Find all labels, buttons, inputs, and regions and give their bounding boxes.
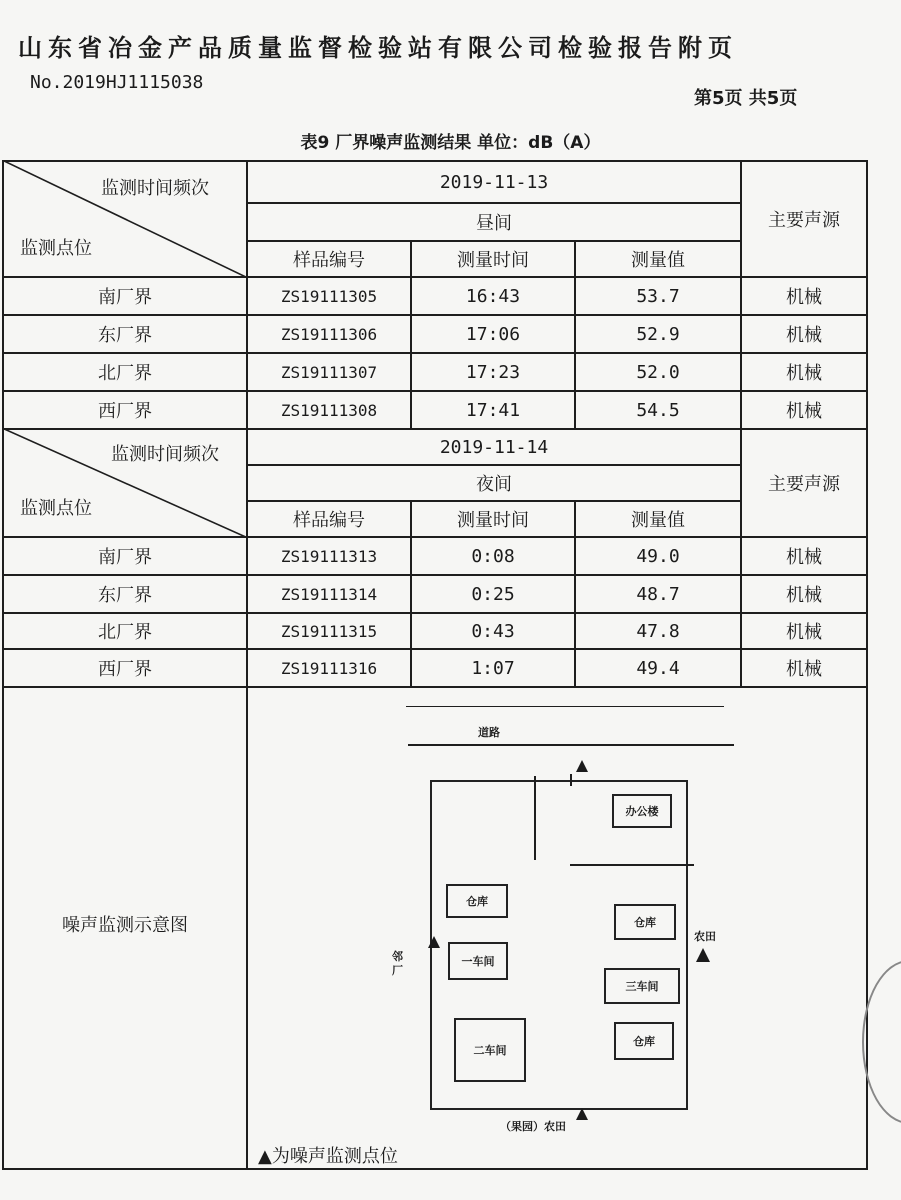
warehouse-left: 仓库 xyxy=(446,884,508,918)
col-time-header: 测量时间 xyxy=(457,250,529,271)
location-cell: 北厂界 xyxy=(98,622,152,643)
source-cell: 机械 xyxy=(786,547,822,568)
value-cell: 53.7 xyxy=(636,285,680,307)
value-cell: 54.5 xyxy=(636,399,680,421)
source-cell: 机械 xyxy=(786,287,822,308)
location-cell: 南厂界 xyxy=(98,547,152,568)
warehouse-right-bottom: 仓库 xyxy=(614,1022,674,1060)
col-time-header: 测量时间 xyxy=(457,510,529,531)
header-time-frequency: 监测时间频次 xyxy=(101,178,209,199)
source-cell: 机械 xyxy=(786,363,822,384)
location-cell: 东厂界 xyxy=(98,325,152,346)
time-cell: 0:25 xyxy=(471,583,515,605)
diagram-legend: ▲为噪声监测点位 xyxy=(258,1146,398,1167)
road-line xyxy=(408,744,734,746)
header-time-frequency: 监测时间频次 xyxy=(111,444,219,465)
value-cell: 49.0 xyxy=(636,545,680,567)
sample-cell: ZS19111315 xyxy=(280,621,378,641)
time-cell: 16:43 xyxy=(465,285,521,307)
page-info: 第5页 共5页 xyxy=(694,88,798,109)
road-label: 道路 xyxy=(478,726,500,739)
table-caption: 表9 厂界噪声监测结果 单位：dB（A） xyxy=(300,133,601,153)
night-period: 夜间 xyxy=(476,474,512,495)
source-cell: 机械 xyxy=(786,659,822,680)
time-cell: 17:06 xyxy=(465,323,521,345)
source-cell: 机械 xyxy=(786,325,822,346)
gate-line xyxy=(570,774,572,786)
sample-cell: ZS19111308 xyxy=(280,400,378,420)
report-title: 山东省冶金产品质量监督检验站有限公司检验报告附页 xyxy=(18,34,738,62)
office-building: 办公楼 xyxy=(612,794,672,828)
source-cell: 机械 xyxy=(786,401,822,422)
workshop-1: 一车间 xyxy=(448,942,508,980)
time-cell: 0:08 xyxy=(471,545,515,567)
source-cell: 机械 xyxy=(786,622,822,643)
sample-cell: ZS19111316 xyxy=(280,658,378,678)
value-cell: 52.9 xyxy=(636,323,680,345)
monitoring-point-icon xyxy=(576,760,588,772)
time-cell: 17:23 xyxy=(465,361,521,383)
monitoring-point-icon xyxy=(696,948,710,962)
time-cell: 17:41 xyxy=(465,399,521,421)
day-date: 2019-11-13 xyxy=(439,171,549,193)
report-number: No.2019HJ1115038 xyxy=(30,72,204,93)
workshop-2: 二车间 xyxy=(454,1018,526,1082)
warehouse-right-top: 仓库 xyxy=(614,904,676,940)
col-source-header: 主要声源 xyxy=(768,474,840,495)
sample-cell: ZS19111305 xyxy=(280,286,378,306)
h-line xyxy=(2,686,868,688)
diagram-label: 噪声监测示意图 xyxy=(62,915,188,936)
value-cell: 47.8 xyxy=(636,620,680,642)
monitoring-point-icon xyxy=(428,936,440,948)
header-location: 监测点位 xyxy=(20,238,92,259)
road-line xyxy=(406,706,724,707)
value-cell: 48.7 xyxy=(636,583,680,605)
col-value-header: 测量值 xyxy=(631,250,685,271)
location-cell: 北厂界 xyxy=(98,363,152,384)
sample-cell: ZS19111313 xyxy=(280,546,378,566)
col-sample-header: 样品编号 xyxy=(293,510,365,531)
location-cell: 南厂界 xyxy=(98,287,152,308)
inner-wall-line xyxy=(570,864,694,866)
location-cell: 西厂界 xyxy=(98,401,152,422)
value-cell: 49.4 xyxy=(636,657,680,679)
neighbor-factory-label: 邻厂 xyxy=(392,950,403,977)
time-cell: 0:43 xyxy=(471,620,515,642)
workshop-3: 三车间 xyxy=(604,968,680,1004)
farmland-east-label: 农田 xyxy=(694,930,716,943)
source-cell: 机械 xyxy=(786,585,822,606)
monitoring-point-icon xyxy=(576,1108,588,1120)
location-cell: 西厂界 xyxy=(98,659,152,680)
night-date: 2019-11-14 xyxy=(439,436,549,458)
col-sample-header: 样品编号 xyxy=(293,250,365,271)
col-source-header: 主要声源 xyxy=(768,210,840,231)
col-value-header: 测量值 xyxy=(631,510,685,531)
time-cell: 1:07 xyxy=(471,657,515,679)
sample-cell: ZS19111314 xyxy=(280,584,378,604)
h-line xyxy=(2,1168,868,1170)
farmland-south-label: （果园）农田 xyxy=(500,1120,566,1133)
sample-cell: ZS19111306 xyxy=(280,324,378,344)
header-location: 监测点位 xyxy=(20,498,92,519)
gate-line xyxy=(534,776,536,860)
value-cell: 52.0 xyxy=(636,361,680,383)
sample-cell: ZS19111307 xyxy=(280,362,378,382)
location-cell: 东厂界 xyxy=(98,585,152,606)
day-period: 昼间 xyxy=(476,213,512,234)
